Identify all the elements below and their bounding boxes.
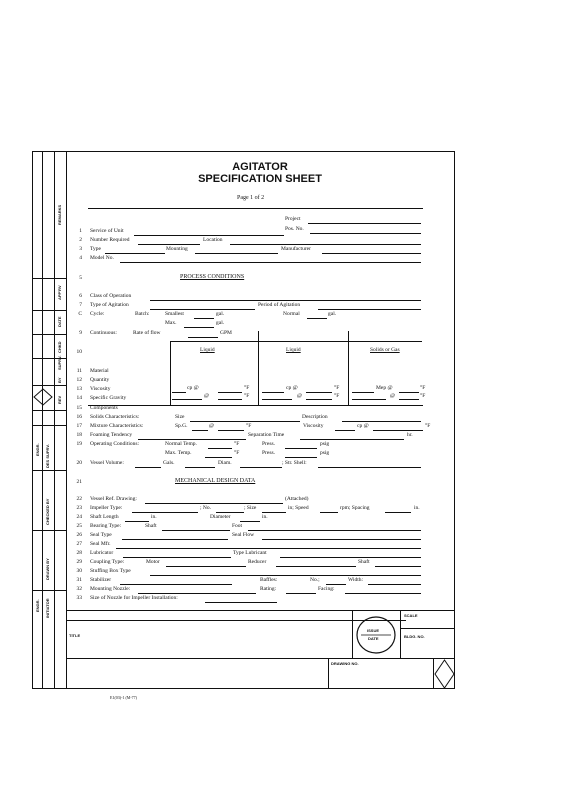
mixture-viscosity-field[interactable] — [335, 430, 355, 431]
separation-time-label: Separation Time — [248, 432, 285, 438]
at-unit: @ — [390, 393, 396, 399]
width-label: Width: — [348, 577, 364, 583]
strip-divider — [32, 470, 66, 471]
rate-of-flow-field[interactable] — [188, 337, 218, 338]
diameter-field[interactable] — [240, 521, 260, 522]
fahrenheit-unit: °F — [234, 441, 240, 447]
strip-divider — [32, 590, 66, 591]
quantity-label: Quantity — [90, 377, 110, 383]
fahrenheit-unit: °F — [246, 423, 252, 429]
baffles-no-field[interactable] — [326, 584, 346, 585]
row-number: 21 — [76, 479, 82, 485]
coupling-reducer-field[interactable] — [276, 566, 356, 567]
diam-field[interactable] — [240, 467, 282, 468]
gal-unit: gal. — [328, 311, 337, 317]
mixture-viscosity-label: Viscosity — [303, 423, 324, 429]
strip-line — [66, 151, 67, 689]
strip-label-checked: CHKD — [57, 341, 62, 353]
separation-time-field[interactable] — [300, 439, 404, 440]
rating-field[interactable] — [286, 593, 316, 594]
components-label: Components — [90, 405, 118, 411]
viscosity-field-1[interactable] — [172, 392, 186, 393]
project-field[interactable] — [308, 223, 421, 224]
type-field[interactable] — [105, 253, 165, 254]
sg-temp-field-2[interactable] — [306, 399, 332, 400]
viscosity-temp-field-1[interactable] — [218, 392, 242, 393]
revision-diamond-icon — [33, 388, 53, 406]
coupling-type-label: Coupling Type: — [90, 559, 125, 565]
strip-label-checked-by: CHECKED BY — [45, 498, 50, 525]
max-temp-label: Max. Temp. — [165, 450, 192, 456]
strip-line — [54, 151, 55, 689]
foaming-tendency-field[interactable] — [138, 439, 246, 440]
form-title: AGITATOR — [232, 161, 288, 173]
speed-label: in; Speed — [288, 505, 309, 511]
normal-label: Normal — [283, 311, 300, 317]
strip-label-supervisor: SUPRV. — [57, 355, 62, 370]
str-shell-label: ; Str. Shell: — [282, 460, 307, 466]
psig-unit: psig — [320, 441, 330, 447]
model-no-label: Model No. — [90, 255, 114, 261]
str-shell-field[interactable] — [318, 467, 421, 468]
strip-label-design-supervisor: DES SUPRV. — [45, 444, 50, 468]
seal-type-label: Seal Type — [90, 532, 112, 538]
specific-gravity-label: Specific Gravity — [90, 395, 127, 401]
facing-field[interactable] — [345, 593, 421, 594]
strip-divider — [32, 410, 66, 411]
row-number: 13 — [76, 386, 82, 392]
solids-characteristics-label: Solids Characteristics: — [90, 414, 140, 420]
impeller-size-field[interactable] — [262, 512, 286, 513]
normal-press-field[interactable] — [285, 448, 317, 449]
row-number: 7 — [79, 302, 82, 308]
title-block-col — [352, 610, 353, 658]
viscosity-temp-field-2[interactable] — [306, 392, 332, 393]
operating-conditions-label: Operating Conditions: — [90, 441, 140, 447]
location-field[interactable] — [230, 244, 421, 245]
vessel-volume-label: Vessel Volume: — [90, 460, 124, 466]
gals-unit: Gals. — [163, 460, 175, 466]
fahrenheit-unit: °F — [420, 393, 426, 399]
row-number: C — [78, 311, 82, 317]
fahrenheit-unit: °F — [334, 385, 340, 391]
baffles-no-label: No.; — [310, 577, 320, 583]
diam-label: Diam. — [218, 460, 232, 466]
nozzle-size-field[interactable] — [205, 602, 277, 603]
issue-label: ISSUE — [367, 628, 380, 633]
strip-label-drawn-by: DRAWN BY — [45, 558, 50, 580]
form-subtitle: SPECIFICATION SHEET — [198, 173, 322, 185]
strip-label-engineer-2: ENGR. — [35, 599, 40, 612]
pos-no-field[interactable] — [310, 233, 421, 234]
mep-at-unit: Mep @ — [376, 385, 393, 391]
strip-label-remarks: REMARKS — [57, 204, 62, 225]
row-number: 29 — [76, 559, 82, 565]
strip-divider — [32, 278, 66, 279]
coupling-motor-field[interactable] — [166, 566, 246, 567]
seal-flow-label: Seal Flow — [232, 532, 255, 538]
viscosity-field-3[interactable] — [352, 392, 374, 393]
table-col-line — [258, 331, 259, 405]
row-number: 26 — [76, 532, 82, 538]
row-number: 24 — [76, 514, 82, 520]
description-label: Description — [302, 414, 328, 420]
service-of-unit-field[interactable] — [134, 235, 284, 236]
hr-unit: hr. — [407, 432, 413, 438]
cycle-label: Cycle: — [90, 311, 105, 317]
rating-label: Rating: — [260, 586, 277, 592]
issue-date-stamp-icon — [355, 615, 397, 655]
seal-flow-field[interactable] — [262, 539, 421, 540]
impeller-type-label: Impeller Type: — [90, 505, 123, 511]
strip-divider — [32, 385, 66, 386]
row-number: 32 — [76, 586, 82, 592]
strip-label-initiator: INITIATOR — [45, 598, 50, 618]
row-number: 27 — [76, 541, 82, 547]
fahrenheit-unit: °F — [334, 393, 340, 399]
sg-field-1[interactable] — [172, 399, 202, 400]
mounting-field[interactable] — [195, 253, 278, 254]
mixture-characteristics-label: Mixture Characteristics: — [90, 423, 144, 429]
row-number: 4 — [79, 255, 82, 261]
class-of-operation-label: Class of Operation — [90, 293, 132, 299]
table-col-line — [348, 331, 349, 405]
row-number: 9 — [79, 330, 82, 336]
coupling-shaft-field[interactable] — [375, 566, 421, 567]
location-label: Location — [203, 237, 223, 243]
cp-at-unit: cp @ — [357, 423, 369, 429]
row-number: 33 — [76, 595, 82, 601]
vessel-ref-drawing-field[interactable] — [145, 503, 283, 504]
drawing-no-label: DRAWING NO. — [331, 661, 359, 666]
solids-or-gas-column: Solids or Gas — [370, 347, 400, 353]
max-field[interactable] — [184, 327, 214, 328]
row-number: 6 — [79, 293, 82, 299]
diameter-label: Diameter — [210, 514, 231, 520]
motor-label: Motor — [146, 559, 160, 565]
title-block-top — [66, 610, 455, 611]
row-number: 23 — [76, 505, 82, 511]
shaft-length-field[interactable] — [125, 521, 149, 522]
row-number: 12 — [76, 377, 82, 383]
speed-field[interactable] — [320, 512, 338, 513]
stabilizer-label: Stabilizer — [90, 577, 112, 583]
size-label: Size — [175, 414, 185, 420]
row-number: 3 — [79, 246, 82, 252]
row-number: 17 — [76, 423, 82, 429]
shaft-length-label: Shaft Length — [90, 514, 119, 520]
sg-temp-field-3[interactable] — [399, 399, 419, 400]
seal-type-field[interactable] — [122, 539, 228, 540]
date-label: DATE — [368, 636, 379, 641]
row-number: 22 — [76, 496, 82, 502]
rate-of-flow-label: Rate of flow — [133, 330, 161, 336]
process-conditions-heading: PROCESS CONDITIONS — [180, 274, 245, 280]
lubricator-field[interactable] — [123, 557, 231, 558]
vessel-volume-field[interactable] — [135, 467, 161, 468]
row-number: 10 — [76, 349, 82, 355]
type-lubricant-field[interactable] — [280, 557, 421, 558]
impeller-no-field[interactable] — [216, 512, 244, 513]
row-number: 15 — [76, 405, 82, 411]
vessel-gals-field[interactable] — [185, 467, 215, 468]
mounting-label: Mounting — [166, 246, 188, 252]
strip-divider — [32, 334, 66, 335]
fahrenheit-unit: °F — [420, 385, 426, 391]
sg-temp-field-1[interactable] — [218, 399, 242, 400]
liquid-column-2: Liquid — [286, 347, 301, 353]
viscosity-temp-field-3[interactable] — [399, 392, 419, 393]
class-of-operation-field[interactable] — [150, 300, 421, 301]
row-number: 31 — [76, 577, 82, 583]
manufacturer-field[interactable] — [322, 253, 421, 254]
row-number: 11 — [76, 368, 82, 374]
continuous-label: Continuous: — [90, 330, 117, 336]
title-block-rule — [66, 658, 455, 659]
bearing-shaft-field[interactable] — [162, 530, 230, 531]
seal-mfr-label: Seal Mfr. — [90, 541, 111, 547]
seal-mfr-field[interactable] — [116, 548, 421, 549]
at-unit: @ — [204, 393, 210, 399]
at-unit: @ — [297, 393, 303, 399]
row-number: 2 — [79, 237, 82, 243]
service-of-unit-label: Service of Unit — [90, 228, 124, 234]
sg-field-2[interactable] — [262, 399, 292, 400]
type-lubricant-label: Type Lubricant — [233, 550, 267, 556]
row-number: 18 — [76, 432, 82, 438]
row-number: 19 — [76, 441, 82, 447]
row-number: 30 — [76, 568, 82, 574]
viscosity-field-2[interactable] — [262, 392, 284, 393]
title-block-col — [400, 610, 401, 658]
smallest-label: Smallest — [165, 311, 184, 317]
bearing-type-label: Bearing Type: — [90, 523, 122, 529]
shaft-label: Shaft — [145, 523, 157, 529]
material-label: Material — [90, 368, 109, 374]
strip-label-date: DATE — [57, 316, 62, 327]
manufacturer-label: Manufacturer — [281, 246, 311, 252]
description-field[interactable] — [342, 421, 421, 422]
type-of-agitation-label: Type of Agitation — [90, 302, 129, 308]
viscosity-label: Viscosity — [90, 386, 111, 392]
normal-field[interactable] — [307, 318, 327, 319]
size-field[interactable] — [190, 421, 300, 422]
title-block-col — [328, 658, 329, 689]
normal-temp-label: Normal Temp. — [165, 441, 197, 447]
strip-label-approved: APP'RV — [57, 285, 62, 300]
baffles-width-field[interactable] — [368, 584, 421, 585]
gpm-unit: GPM — [220, 330, 232, 336]
spacing-label: rpm; Spacing — [340, 505, 370, 511]
project-label: Project — [285, 216, 301, 222]
mixture-viscosity-temp-field[interactable] — [373, 430, 423, 431]
gal-unit: gal. — [216, 320, 225, 326]
attached-label: (Attached) — [285, 496, 309, 502]
baffles-label: Baffles: — [260, 577, 278, 583]
in-unit: in. — [262, 514, 268, 520]
period-of-agitation-label: Period of Agitation — [258, 302, 301, 308]
strip-label-rev: REV — [57, 395, 62, 404]
row-number: 16 — [76, 414, 82, 420]
liquid-column-1: Liquid — [200, 347, 215, 353]
stuffing-box-type-label: Stuffing Box Type — [90, 568, 131, 574]
corner-diamond-icon — [434, 659, 455, 689]
nozzle-size-label: Size of Nozzle for Impeller Installation: — [90, 595, 178, 601]
strip-line — [42, 151, 43, 689]
number-required-label: Number Required — [90, 237, 130, 243]
max-temp-field[interactable] — [205, 457, 232, 458]
reducer-label: Reducer — [248, 559, 267, 565]
sg-field-3[interactable] — [352, 399, 386, 400]
cp-at-unit: cp @ — [187, 385, 199, 391]
strip-divider — [32, 530, 66, 531]
max-label: Max. — [165, 320, 177, 326]
title-label: TITLE — [69, 633, 81, 638]
spacing-field[interactable] — [385, 512, 411, 513]
header-rule — [88, 208, 423, 209]
shaft-label: Shaft — [358, 559, 370, 565]
form-number: E1(03)-1 (M-77) — [110, 695, 137, 700]
in-unit: in. — [414, 505, 420, 511]
stuffing-box-type-field[interactable] — [150, 575, 421, 576]
stabilizer-field[interactable] — [120, 584, 232, 585]
size-label: ; Size — [244, 505, 257, 511]
impeller-type-field[interactable] — [132, 512, 198, 513]
at-unit: @ — [209, 423, 215, 429]
pos-no-label: Pos. No. — [285, 226, 304, 232]
foaming-tendency-label: Foaming Tendency — [90, 432, 133, 438]
fahrenheit-unit: °F — [244, 385, 250, 391]
mechanical-design-heading: MECHANICAL DESIGN DATA — [175, 478, 256, 484]
fahrenheit-unit: °F — [244, 393, 250, 399]
period-of-agitation-field[interactable] — [318, 309, 421, 310]
press-label: Press. — [262, 450, 275, 456]
row-number: 25 — [76, 523, 82, 529]
strip-label-by: BY — [57, 377, 62, 383]
no-label: ; No. — [200, 505, 211, 511]
scale-label: SCALE — [404, 613, 418, 618]
number-required-field[interactable] — [138, 244, 200, 245]
type-of-agitation-field[interactable] — [150, 309, 255, 310]
strip-divider — [32, 310, 66, 311]
row-number: 20 — [76, 460, 82, 466]
strip-divider — [32, 425, 66, 426]
normal-temp-field[interactable] — [208, 448, 232, 449]
vessel-ref-drawing-label: Vessel Ref. Drawing: — [90, 496, 137, 502]
foot-label: Foot — [232, 523, 243, 529]
in-unit: in. — [151, 514, 157, 520]
table-top-rule — [170, 341, 422, 342]
lubricator-label: Lubricator — [90, 550, 114, 556]
bldg-no-label: BLDG. NO. — [404, 634, 425, 639]
fahrenheit-unit: °F — [425, 423, 431, 429]
fahrenheit-unit: °F — [234, 450, 240, 456]
max-press-field[interactable] — [285, 457, 317, 458]
row-number: 14 — [76, 395, 82, 401]
model-no-field[interactable] — [120, 262, 421, 263]
row-number: 28 — [76, 550, 82, 556]
table-bottom-rule — [88, 405, 423, 406]
strip-label-engineer: ENGR. — [35, 443, 40, 456]
mixture-temp-field[interactable] — [218, 430, 244, 431]
row-number: 1 — [79, 228, 82, 234]
mounting-nozzle-field[interactable] — [138, 593, 256, 594]
cp-at-unit: cp @ — [286, 385, 298, 391]
gal-unit: gal. — [216, 311, 225, 317]
press-label: Press. — [262, 441, 275, 447]
batch-label: Batch: — [135, 311, 150, 317]
sp-g-label: Sp.G. — [175, 423, 188, 429]
title-block-rule — [400, 628, 455, 629]
page-number: Page 1 of 2 — [237, 195, 265, 201]
bearing-foot-field[interactable] — [248, 530, 421, 531]
facing-label: Facing: — [318, 586, 335, 592]
smallest-field[interactable] — [194, 318, 214, 319]
row-number: 5 — [79, 275, 82, 281]
type-label: Type — [90, 246, 101, 252]
mounting-nozzle-label: Mounting Nozzle: — [90, 586, 131, 592]
mixture-sg-field[interactable] — [192, 430, 208, 431]
psig-unit: psig — [320, 450, 330, 456]
table-col-line — [170, 341, 171, 405]
